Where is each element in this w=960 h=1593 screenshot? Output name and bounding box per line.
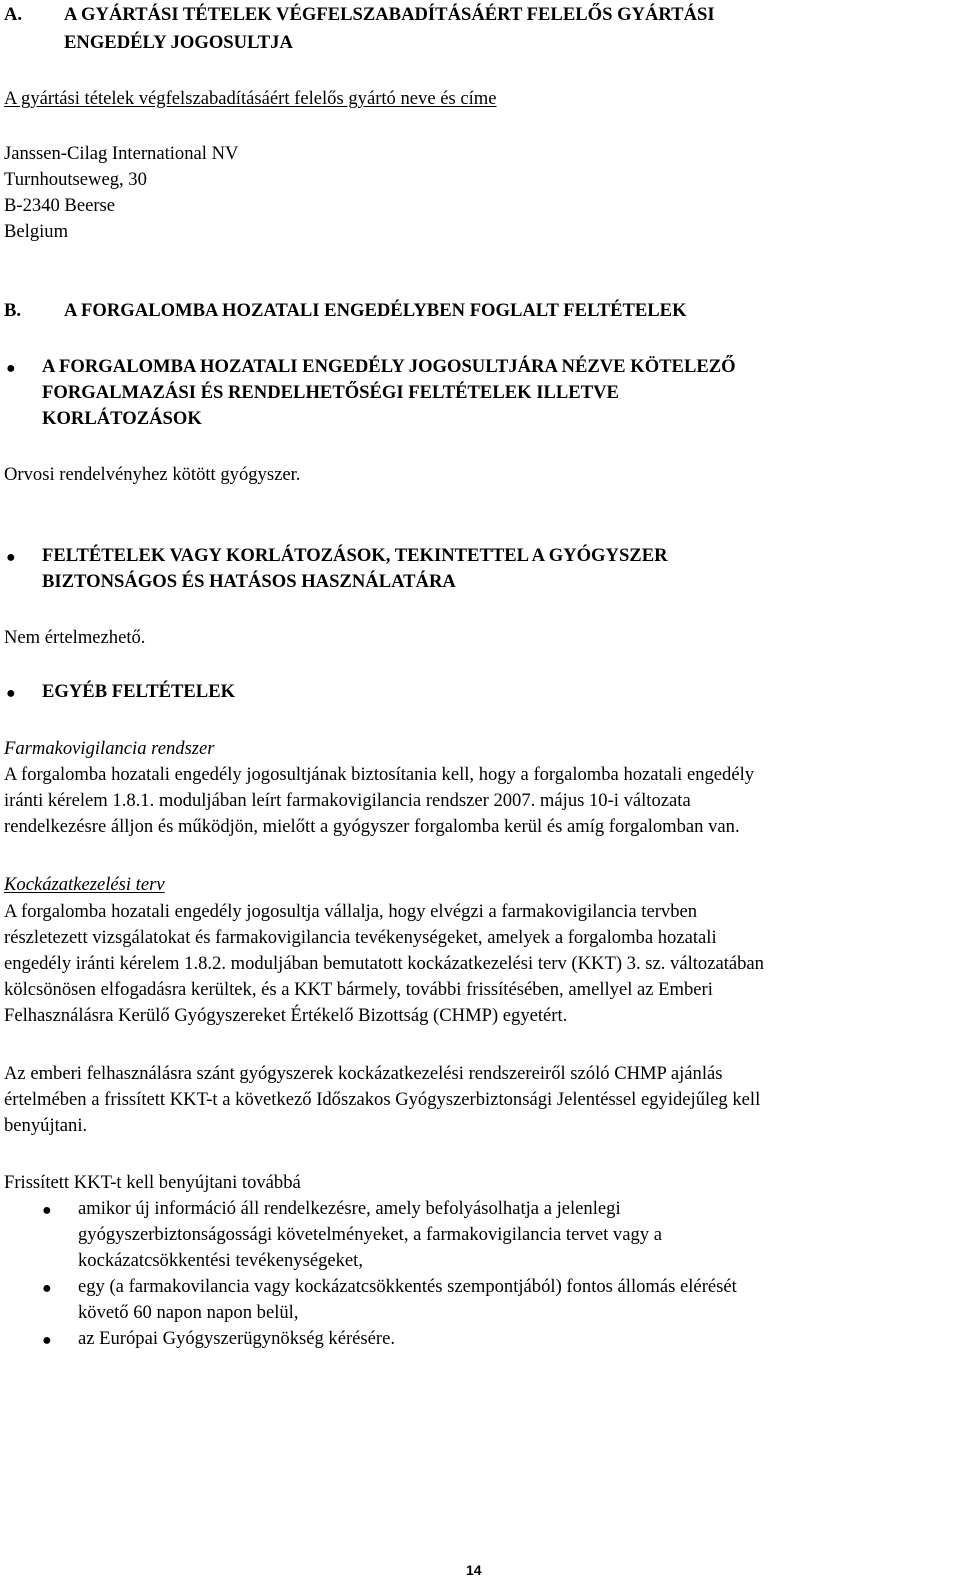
list-item-1-line-3: kockázatcsökkentési tevékenységeket,: [78, 1250, 363, 1271]
risk-para2-line-2: értelmében a frissített KKT-t a következő Időszakos Gyógyszerbiztonsági Jelentéssel egyidejűleg kell: [4, 1089, 761, 1110]
address-line-4: Belgium: [4, 221, 69, 242]
list-item-2-line-1: egy (a farmakovilancia vagy kockázatcsökkentés szempontjából) fontos állomás elérését: [78, 1276, 737, 1297]
page-number: 14: [466, 1562, 482, 1578]
risk-para3-intro: Frissített KKT-t kell benyújtani továbbá: [4, 1172, 301, 1193]
risk-line-1: A forgalomba hozatali engedély jogosultja vállalja, hogy elvégzi a farmakovigilancia tervben: [4, 901, 698, 922]
section-b-title: A FORGALOMBA HOZATALI ENGEDÉLYBEN FOGLALT FELTÉTELEK: [64, 300, 687, 321]
bullet1-title-line-2: FORGALMAZÁSI ÉS RENDELHETŐSÉGI FELTÉTELEK ILLETVE: [42, 382, 619, 403]
pharmacovigilance-line-2: iránti kérelem 1.8.1. moduljában leírt farmakovigilancia rendszer 2007. május 10-i változata: [4, 790, 691, 811]
pharmacovigilance-line-3: rendelkezésre álljon és működjön, mielőtt a gyógyszer forgalomba kerül és amíg forgalomban van.: [4, 816, 740, 837]
risk-management-heading: Kockázatkezelési terv: [4, 874, 165, 895]
risk-line-3: engedély iránti kérelem 1.8.2. moduljában bemutatott kockázatkezelési terv (KKT) 3. sz. változatában: [4, 953, 764, 974]
list-item-1-line-1: amikor új információ áll rendelkezésre, amely befolyásolhatja a jelenlegi: [78, 1198, 621, 1219]
pharmacovigilance-heading: Farmakovigilancia rendszer: [4, 738, 215, 759]
bullet1-title-line-3: KORLÁTOZÁSOK: [42, 408, 202, 429]
bullet2-text: Nem értelmezhető.: [4, 627, 146, 648]
risk-para2-line-3: benyújtani.: [4, 1115, 88, 1136]
manufacturer-subheading: A gyártási tételek végfelszabadításáért felelős gyártó neve és címe: [4, 88, 497, 109]
bullet-icon: ●: [6, 549, 16, 566]
risk-line-5: Felhasználásra Kerülő Gyógyszereket Értékelő Bizottság (CHMP) egyetért.: [4, 1005, 568, 1026]
bullet-icon: ●: [42, 1280, 52, 1297]
pharmacovigilance-line-1: A forgalomba hozatali engedély jogosultjának biztosítania kell, hogy a forgalomba hozatali engedély: [4, 764, 755, 785]
bullet2-title-line-1: FELTÉTELEK VAGY KORLÁTOZÁSOK, TEKINTETTEL A GYÓGYSZER: [42, 545, 668, 566]
section-b-number: B.: [4, 300, 22, 321]
section-a-number: A.: [4, 4, 23, 25]
address-line-1: Janssen-Cilag International NV: [4, 143, 239, 164]
bullet-icon: ●: [6, 360, 16, 377]
section-a-title-line-1: A GYÁRTÁSI TÉTELEK VÉGFELSZABADÍTÁSÁÉRT FELELŐS GYÁRTÁSI: [64, 4, 715, 25]
bullet-icon: ●: [42, 1332, 52, 1349]
address-line-3: B-2340 Beerse: [4, 195, 116, 216]
bullet-icon: ●: [6, 685, 16, 702]
risk-line-4: kölcsönösen elfogadásra kerültek, és a KKT bármely, további frissítésében, amellyel az Emberi: [4, 979, 713, 1000]
bullet1-title-line-1: A FORGALOMBA HOZATALI ENGEDÉLY JOGOSULTJÁRA NÉZVE KÖTELEZŐ: [42, 356, 736, 377]
bullet1-text: Orvosi rendelvényhez kötött gyógyszer.: [4, 464, 301, 485]
list-item-1-line-2: gyógyszerbiztonságossági követelményeket, a farmakovigilancia tervet vagy a: [78, 1224, 662, 1245]
address-line-2: Turnhoutseweg, 30: [4, 169, 147, 190]
list-item-3-line-1: az Európai Gyógyszerügynökség kérésére.: [78, 1328, 396, 1349]
bullet3-title: EGYÉB FELTÉTELEK: [42, 681, 236, 702]
list-item-2-line-2: követő 60 napon napon belül,: [78, 1302, 299, 1323]
risk-para2-line-1: Az emberi felhasználásra szánt gyógyszerek kockázatkezelési rendszereiről szóló CHMP ajánlás: [4, 1063, 723, 1084]
bullet2-title-line-2: BIZTONSÁGOS ÉS HATÁSOS HASZNÁLATÁRA: [42, 571, 456, 592]
bullet-icon: ●: [42, 1202, 52, 1219]
risk-line-2: részletezett vizsgálatokat és farmakovigilancia tevékenységeket, amelyek a forgalomba hozatali: [4, 927, 717, 948]
section-a-title-line-2: ENGEDÉLY JOGOSULTJA: [64, 32, 293, 53]
